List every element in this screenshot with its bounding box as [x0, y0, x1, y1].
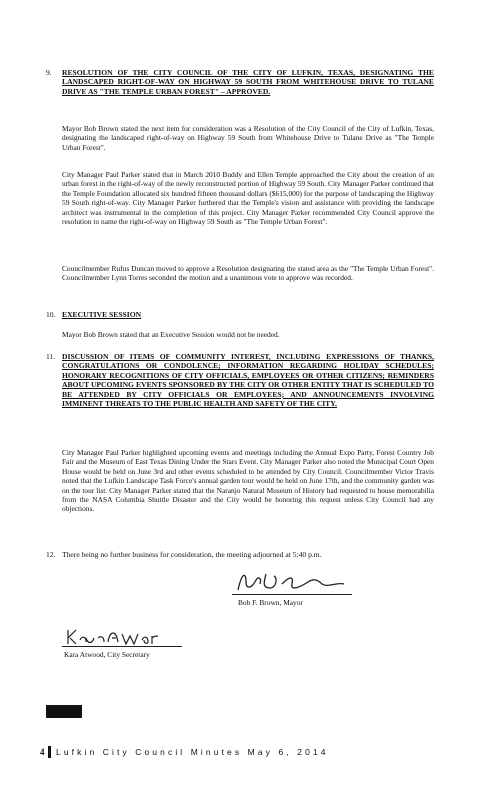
paragraph: City Manager Paul Parker stated that in March 2010 Buddy and Ellen Temple approached the City about the creation of an urban forest in the right-of-way of the newly reconstructed portion of Highway 59 South. City Manager Parker continued that the Temple Foundation allocated six hundred fifteen thousand dollars ($615,000) for the purpose of landscaping the Highway 59 South right-of-way. City Manager Parker furthered that the Temple's vision and assistance with providing the landscape architect was instrumental in the completion of this project. City Manager Parker recommended City Council approve the resolution to name the right-of-way on Highway 59 South as "The Temple Urban Forest".	[62, 170, 434, 227]
secretary-name: Kara Atwood, City Secretary	[64, 650, 150, 659]
item-number: 11.	[46, 352, 56, 361]
paragraph: Mayor Bob Brown stated the next item for consideration was a Resolution of the City Council of the City of Lufkin, Texas, designating the landscaped right-of-way on Highway 59 South from Whitehouse Drive to Tulane Drive as "The Temple Urban Forest".	[62, 124, 434, 152]
item-heading: EXECUTIVE SESSION	[62, 310, 142, 319]
paragraph: City Manager Paul Parker highlighted upcoming events and meetings including the Annual Expo Party, Forest Country Job Fair and the Museum of East Texas Dining Under the Stars Event. City Manager Parker also noted the Municipal Court Open House would be held on June 3rd and other events scheduled to be attended by City Council. Councilmember Victor Travis noted that the Lufkin Landscape Task Force's annual garden tour would be held on June 17th, and the community garden was on the tour list. City Manager Parker stated that the Naranjo Natural Museum of History had requested to house memorabilia from the NASA Columbia Shuttle Disaster and the City would be honoring this request unless City Council had any objections.	[62, 448, 434, 514]
agenda-item-12	[46, 550, 434, 559]
item-number: 9.	[46, 68, 52, 77]
footer-text: Lufkin City Council Minutes May 6, 2014	[56, 747, 329, 757]
page-number: 4	[40, 747, 45, 757]
agenda-item-11	[46, 352, 434, 408]
handwritten-signature-mayor	[232, 568, 352, 596]
signature-line	[232, 594, 352, 595]
footer-divider	[48, 746, 51, 758]
page-footer	[40, 746, 440, 758]
item-heading: RESOLUTION OF THE CITY COUNCIL OF THE CITY OF LUFKIN, TEXAS, DESIGNATING THE LANDSCAPED RIGHT-OF-WAY ON HIGHWAY 59 SOUTH FROM WHITEHOUSE DRIVE TO TULANE DRIVE AS "THE TEMPLE URBAN FOREST" – APPROVED.	[62, 68, 434, 96]
paragraph: There being no further business for consideration, the meeting adjourned at 5:40 p.m.	[62, 550, 322, 559]
item-number: 12.	[46, 550, 56, 559]
agenda-item-9	[46, 68, 434, 96]
handwritten-signature-secretary	[64, 626, 164, 648]
stamp-mark	[46, 705, 82, 718]
item-heading: DISCUSSION OF ITEMS OF COMMUNITY INTEREST, INCLUDING EXPRESSIONS OF THANKS, CONGRATULATIONS OR CONDOLENCE; INFORMATION REGARDING HOLIDAY SCHEDULES; HONORARY RECOGNITIONS OF CITY OFFICIALS, EMPLOYEES OR OTHER CITIZENS; REMINDERS ABOUT UPCOMING EVENTS SPONSORED BY THE CITY OR OTHER ENTITY THAT IS SCHEDULED TO BE ATTENDED BY CITY OFFICIALS OR EMPLOYEES; AND ANNOUNCEMENTS INVOLVING IMMINENT THREATS TO THE PUBLIC HEALTH AND SAFETY OF THE CITY.	[62, 352, 434, 409]
mayor-name: Bob F. Brown, Mayor	[238, 598, 303, 607]
item-number: 10.	[46, 310, 56, 319]
agenda-item-10	[46, 310, 434, 319]
secretary-signature	[64, 626, 164, 648]
signature-line	[62, 646, 182, 647]
paragraph: Mayor Bob Brown stated that an Executive Session would not be needed.	[62, 330, 280, 339]
paragraph: Councilmember Rufus Duncan moved to approve a Resolution designating the stated area as the "The Temple Urban Forest". Councilmember Lynn Torres seconded the motion and a unanimous vote to approve was recorded.	[62, 264, 434, 283]
mayor-signature	[232, 568, 352, 596]
